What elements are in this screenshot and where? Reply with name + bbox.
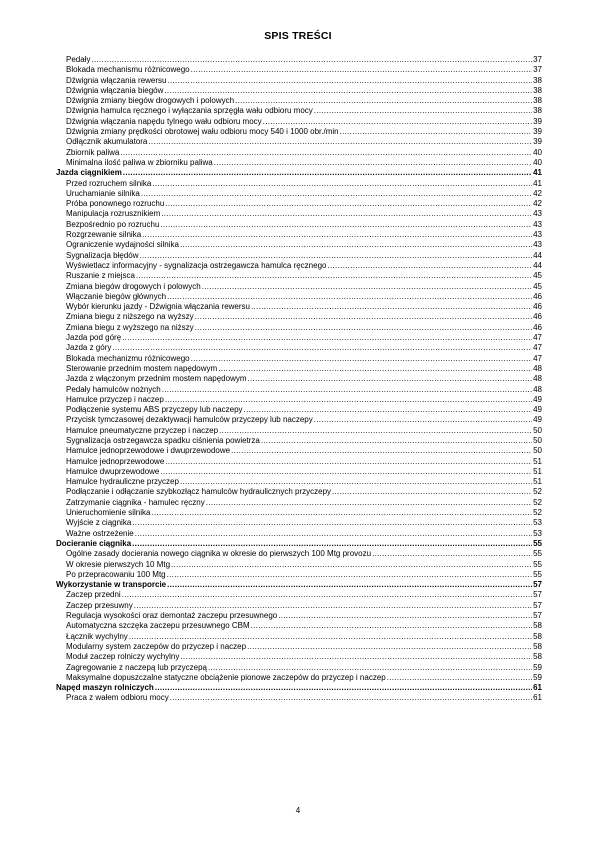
- toc-entry-page: 52: [533, 497, 542, 507]
- toc-entry[interactable]: [56, 282, 542, 292]
- toc-entry-page: 42: [533, 188, 542, 198]
- toc-entry-page: 57: [533, 600, 542, 610]
- dot-leader: [165, 457, 532, 467]
- toc-entry[interactable]: [56, 137, 542, 147]
- toc-entry[interactable]: [56, 323, 542, 333]
- toc-entry-page: 38: [533, 85, 542, 95]
- toc-entry[interactable]: [56, 343, 542, 353]
- dot-leader: [162, 385, 532, 395]
- page-title: SPIS TREŚCI: [264, 30, 332, 42]
- toc-entry-page: 43: [533, 230, 542, 240]
- toc-entry-label: Unieruchomienie silnika: [66, 508, 151, 518]
- toc-entry[interactable]: [56, 621, 542, 631]
- toc-entry-page: 40: [533, 157, 542, 167]
- dot-leader: [180, 652, 532, 662]
- toc-entry[interactable]: [56, 96, 542, 106]
- toc-entry-label: Pedały: [66, 55, 91, 64]
- toc-entry-page: 42: [533, 199, 542, 209]
- dot-leader: [155, 683, 532, 693]
- toc-entry-label: Sygnalizacja błędów: [66, 250, 139, 260]
- dot-leader: [219, 426, 532, 436]
- dot-leader: [148, 137, 532, 147]
- toc-entry-page: 39: [533, 127, 542, 137]
- dot-leader: [164, 86, 532, 96]
- toc-entry[interactable]: [56, 663, 542, 673]
- toc-entry-page: 55: [533, 538, 542, 548]
- toc-entry-page: 43: [533, 209, 542, 219]
- dot-leader: [218, 364, 532, 374]
- dot-leader: [206, 498, 532, 508]
- toc-entry-page: 52: [533, 508, 542, 518]
- toc-entry[interactable]: [56, 148, 542, 158]
- toc-entry-label: Wykorzystanie w transporcie: [56, 580, 167, 590]
- toc-entry[interactable]: [56, 693, 542, 703]
- dot-leader: [191, 65, 532, 75]
- toc-entry[interactable]: [56, 106, 542, 116]
- toc-entry-label: Włączanie biegów głównych: [66, 291, 167, 301]
- dot-leader: [387, 673, 532, 683]
- toc-entry-label: Ważne ostrzeżenie: [66, 528, 134, 538]
- toc-entry-label: Manipulacja rozrusznikiem: [66, 209, 161, 219]
- dot-leader: [171, 560, 532, 570]
- dot-leader: [191, 354, 532, 364]
- toc-entry-page: 48: [533, 384, 542, 394]
- toc-entry[interactable]: [56, 498, 542, 508]
- toc-entry-label: Łącznik wychylny: [66, 631, 128, 641]
- toc-entry-page: 55: [533, 569, 542, 579]
- toc-entry[interactable]: [56, 179, 542, 189]
- toc-section-entry[interactable]: [56, 683, 542, 693]
- toc-entry-page: 58: [533, 652, 542, 662]
- toc-entry-page: 49: [533, 405, 542, 415]
- toc-entry-page: 47: [533, 353, 542, 363]
- toc-entry-label: Blokada mechanizmu różnicowego: [66, 353, 190, 363]
- toc-entry[interactable]: [56, 673, 542, 683]
- toc-entry-page: 49: [533, 415, 542, 425]
- toc-entry-page: 61: [533, 683, 542, 693]
- dot-leader: [247, 642, 532, 652]
- toc-entry[interactable]: [56, 261, 542, 271]
- toc-entry-label: Napęd maszyn rolniczych: [56, 683, 154, 693]
- toc-entry[interactable]: [56, 518, 542, 528]
- dot-leader: [180, 477, 532, 487]
- toc-entry-label: Wybór kierunku jazdy - Dźwignia włączania rewersu: [66, 302, 250, 312]
- toc-entry-page: 61: [533, 693, 542, 703]
- toc-entry-page: 48: [533, 374, 542, 384]
- dot-leader: [160, 467, 532, 477]
- dot-leader: [123, 168, 532, 178]
- toc-entry-page: 39: [533, 137, 542, 147]
- dot-leader: [214, 158, 532, 168]
- toc-entry-page: 45: [533, 281, 542, 291]
- toc-entry[interactable]: [56, 570, 542, 580]
- dot-leader: [122, 590, 532, 600]
- toc-entry-label: Maksymalne dopuszczalne statyczne obciążenie pionowe zaczepów do przyczep i naczep: [66, 672, 386, 682]
- toc-entry[interactable]: [56, 189, 542, 199]
- toc-entry-page: 43: [533, 240, 542, 250]
- toc-entry-page: 58: [533, 621, 542, 631]
- toc-entry[interactable]: [56, 220, 542, 230]
- toc-entry-label: Blokada mechanismu różnicowego: [66, 65, 190, 75]
- toc-entry-label: Hamulce pneumatyczne przyczep i naczep: [66, 425, 219, 435]
- toc-entry-page: 41: [533, 178, 542, 188]
- toc-entry-page: 40: [533, 147, 542, 157]
- toc-entry-page: 53: [533, 528, 542, 538]
- toc-entry[interactable]: [56, 590, 542, 600]
- dot-leader: [231, 446, 532, 456]
- toc-entry[interactable]: [56, 354, 542, 364]
- toc-entry-page: 46: [533, 312, 542, 322]
- toc-entry-label: Dźwignia włączania napędu tylnego wału odbioru mocy: [66, 116, 262, 126]
- toc-entry[interactable]: [56, 560, 542, 570]
- toc-entry-page: 38: [533, 106, 542, 116]
- toc-entry[interactable]: [56, 652, 542, 662]
- toc-entry-label: Sygnalizacja ostrzegawcza spadku ciśnienia powietrza: [66, 435, 260, 445]
- dot-leader: [134, 601, 532, 611]
- toc-entry-label: Dźwignia włączania rewersu: [66, 75, 167, 85]
- toc-entry-page: 50: [533, 435, 542, 445]
- toc-entry[interactable]: [56, 642, 542, 652]
- toc-entry-label: Zbiornik paliwa: [66, 147, 120, 157]
- dot-leader: [142, 230, 532, 240]
- toc-entry[interactable]: [56, 251, 542, 261]
- toc-entry[interactable]: [56, 405, 542, 415]
- toc-entry[interactable]: [56, 86, 542, 96]
- dot-leader: [314, 415, 532, 425]
- toc-entry[interactable]: [56, 477, 542, 487]
- toc-entry-label: Modularny system zaczepów do przyczep i naczep: [66, 641, 247, 651]
- toc-entry-label: Podłączanie i odłączanie szybkozłącz hamulców hydraulicznych przyczepy: [66, 487, 332, 497]
- dot-leader: [251, 621, 532, 631]
- toc-entry[interactable]: [56, 601, 542, 611]
- toc-entry[interactable]: [56, 76, 542, 86]
- toc-entry-page: 51: [533, 477, 542, 487]
- toc-entry[interactable]: [56, 302, 542, 312]
- dot-leader: [167, 580, 532, 590]
- toc-entry-page: 52: [533, 487, 542, 497]
- toc-entry[interactable]: [56, 395, 542, 405]
- dot-leader: [202, 282, 532, 292]
- toc-entry[interactable]: [56, 446, 542, 456]
- toc-entry-page: 46: [533, 322, 542, 332]
- toc-entry[interactable]: [56, 333, 542, 343]
- dot-leader: [167, 570, 532, 580]
- toc-entry-page: 58: [533, 631, 542, 641]
- toc-entry-label: Zmiana biegu z wyższego na niższy: [66, 322, 194, 332]
- toc-entry-label: Hamulce przyczep i naczep: [66, 394, 164, 404]
- dot-leader: [372, 549, 532, 559]
- dot-leader: [167, 76, 532, 86]
- dot-leader: [327, 261, 532, 271]
- dot-leader: [161, 209, 532, 219]
- toc-entry-label: Praca z wałem odbioru mocy: [66, 693, 169, 703]
- toc-entry[interactable]: [56, 364, 542, 374]
- toc-entry[interactable]: [56, 415, 542, 425]
- toc-entry[interactable]: [56, 312, 542, 322]
- toc-entry-label: Jazda z włączonym przednim mostem napędowym: [66, 374, 247, 384]
- toc-entry-label: Dźwignia zmiany biegów drogowych i polowych: [66, 96, 235, 106]
- dot-leader: [251, 302, 532, 312]
- toc-entry-label: Wyświetlacz informacyjny - sygnalizacja ostrzegawcza hamulca ręcznego: [66, 260, 327, 270]
- toc-entry-label: Automatyczna szczęka zaczepu przesuwnego CBM: [66, 621, 250, 631]
- toc-entry[interactable]: [56, 508, 542, 518]
- toc-entry-page: 43: [533, 219, 542, 229]
- toc-entry-label: Zatrzymanie ciągnika - hamulec ręczny: [66, 497, 205, 507]
- dot-leader: [91, 55, 532, 65]
- toc-section-entry[interactable]: [56, 580, 542, 590]
- toc-section-entry[interactable]: [56, 539, 542, 549]
- toc-entry[interactable]: [56, 292, 542, 302]
- dot-leader: [248, 374, 533, 384]
- dot-leader: [112, 343, 532, 353]
- toc-entry-label: Ogólne zasady docierania nowego ciągnika w okresie do pierwszych 100 Mtg provozu: [66, 549, 372, 559]
- toc-entry-page: 49: [533, 394, 542, 404]
- toc-entry[interactable]: [56, 230, 542, 240]
- toc-entry-page: 57: [533, 611, 542, 621]
- dot-leader: [195, 323, 532, 333]
- toc-entry[interactable]: [56, 436, 542, 446]
- dot-leader: [122, 333, 532, 343]
- toc-entry-label: Dźwignia hamulca ręcznego i wyłączania sprzęgła wału odbioru mocy: [66, 106, 313, 116]
- toc-entry-page: 57: [533, 590, 542, 600]
- toc-entry-label: Pedały hamulców nożnych: [66, 384, 161, 394]
- toc-entry-label: Moduł zaczep rolniczy wychylny: [66, 652, 180, 662]
- toc-entry-label: Uruchamianie silnika: [66, 188, 140, 198]
- toc-entry-label: Hamulce jednoprzewodowe: [66, 456, 165, 466]
- toc-entry[interactable]: [56, 632, 542, 642]
- toc-entry[interactable]: [56, 240, 542, 250]
- toc-entry-label: Bezpośrednio po rozruchu: [66, 219, 160, 229]
- toc-entry-page: 39: [533, 116, 542, 126]
- dot-leader: [132, 518, 532, 528]
- toc-entry-label: Próba ponownego rozruchu: [66, 199, 165, 209]
- toc-entry-label: Dźwignia włączania biegów: [66, 85, 164, 95]
- toc-entry-label: Przycisk tymczasowej dezaktywacji hamulców przyczepy lub naczepy: [66, 415, 313, 425]
- dot-leader: [244, 405, 533, 415]
- toc-entry-page: 53: [533, 518, 542, 528]
- toc-entry[interactable]: [56, 385, 542, 395]
- toc-entry[interactable]: [56, 199, 542, 209]
- table-of-contents: [56, 55, 542, 704]
- toc-entry-page: 46: [533, 291, 542, 301]
- toc-entry-page: 55: [533, 559, 542, 569]
- toc-entry-label: Jazda z góry: [66, 343, 112, 353]
- toc-entry-page: 48: [533, 363, 542, 373]
- toc-entry-page: 44: [533, 250, 542, 260]
- toc-entry[interactable]: [56, 117, 542, 127]
- toc-entry-label: Ruszanie z miejsca: [66, 271, 135, 281]
- toc-entry-label: Dźwignia zmiany prędkości obrotowej wału odbioru mocy 540 i 1000 obr./min: [66, 127, 339, 137]
- toc-entry-label: Zmiana biegów drogowych i polowych: [66, 281, 201, 291]
- toc-entry[interactable]: [56, 611, 542, 621]
- toc-entry-label: W okresie pierwszych 10 Mtg: [66, 559, 171, 569]
- toc-entry-page: 37: [533, 55, 542, 64]
- toc-entry-page: 38: [533, 96, 542, 106]
- toc-entry[interactable]: [56, 487, 542, 497]
- toc-entry[interactable]: [56, 467, 542, 477]
- dot-leader: [195, 312, 532, 322]
- dot-leader: [180, 240, 532, 250]
- dot-leader: [167, 292, 532, 302]
- toc-entry[interactable]: [56, 209, 542, 219]
- dot-leader: [235, 96, 532, 106]
- toc-entry-page: 47: [533, 343, 542, 353]
- toc-entry-page: 45: [533, 271, 542, 281]
- toc-entry-page: 59: [533, 662, 542, 672]
- dot-leader: [136, 271, 532, 281]
- dot-leader: [165, 199, 532, 209]
- toc-entry[interactable]: [56, 457, 542, 467]
- toc-entry[interactable]: [56, 55, 542, 65]
- toc-entry-page: 55: [533, 549, 542, 559]
- toc-entry-label: Zaczep przedni: [66, 590, 121, 600]
- toc-entry-label: Minimalna ilość paliwa w zbiorniku paliwa: [66, 157, 213, 167]
- toc-entry-page: 47: [533, 333, 542, 343]
- toc-entry-label: Odłącznik akumulatora: [66, 137, 148, 147]
- toc-entry-label: Rozgrzewanie silnika: [66, 230, 142, 240]
- toc-entry-label: Regulacja wysokości oraz demontaż zaczepu przesuwnego: [66, 611, 278, 621]
- toc-entry-page: 50: [533, 446, 542, 456]
- dot-leader: [261, 436, 532, 446]
- toc-entry[interactable]: [56, 271, 542, 281]
- toc-entry-page: 59: [533, 672, 542, 682]
- dot-leader: [170, 693, 532, 703]
- page-number: 4: [295, 806, 301, 815]
- toc-section-entry[interactable]: [56, 168, 542, 178]
- toc-entry-page: 58: [533, 641, 542, 651]
- dot-leader: [140, 251, 533, 261]
- toc-entry-label: Zmiana biegu z niższego na wyższy: [66, 312, 194, 322]
- toc-entry[interactable]: [56, 426, 542, 436]
- toc-entry-label: Przed rozruchem silnika: [66, 178, 152, 188]
- dot-leader: [278, 611, 532, 621]
- toc-entry-label: Wyjście z ciągnika: [66, 518, 132, 528]
- toc-entry[interactable]: [56, 127, 542, 137]
- toc-entry-page: 44: [533, 260, 542, 270]
- toc-entry[interactable]: [56, 374, 542, 384]
- toc-entry-label: Ograniczenie wydajności silnika: [66, 240, 179, 250]
- dot-leader: [160, 220, 532, 230]
- toc-entry-label: Zaczep przesuwny: [66, 600, 133, 610]
- dot-leader: [135, 529, 532, 539]
- toc-entry[interactable]: [56, 529, 542, 539]
- dot-leader: [165, 395, 532, 405]
- toc-entry-label: Hamulce hydrauliczne przyczep: [66, 477, 179, 487]
- toc-entry-page: 46: [533, 302, 542, 312]
- dot-leader: [332, 487, 532, 497]
- toc-entry-page: 51: [533, 466, 542, 476]
- dot-leader: [314, 106, 532, 116]
- toc-entry-label: Hamulce jednoprzewodowe i dwuprzewodowe: [66, 446, 231, 456]
- toc-entry-page: 57: [533, 580, 542, 590]
- dot-leader: [340, 127, 533, 137]
- dot-leader: [141, 189, 532, 199]
- toc-entry-label: Zagregowanie z naczepą lub przyczepą: [66, 662, 207, 672]
- toc-entry-page: 41: [533, 168, 542, 178]
- toc-entry[interactable]: [56, 65, 542, 75]
- toc-entry-label: Po przepracowaniu 100 Mtg: [66, 569, 166, 579]
- dot-leader: [120, 148, 532, 158]
- toc-entry-label: Hamulce dwuprzewodowe: [66, 466, 160, 476]
- toc-entry-page: 51: [533, 456, 542, 466]
- toc-entry-label: Podłączenie systemu ABS przyczepy lub naczepy: [66, 405, 243, 415]
- toc-entry-label: Jazda ciągnikiem: [56, 168, 122, 178]
- dot-leader: [263, 117, 532, 127]
- toc-entry[interactable]: [56, 549, 542, 559]
- toc-entry-label: Sterowanie przednim mostem napędowym: [66, 363, 218, 373]
- dot-leader: [132, 539, 532, 549]
- dot-leader: [129, 632, 532, 642]
- toc-entry-page: 50: [533, 425, 542, 435]
- toc-entry-label: Docieranie ciągnika: [56, 538, 132, 548]
- dot-leader: [208, 663, 532, 673]
- toc-entry-page: 38: [533, 75, 542, 85]
- toc-entry-page: 37: [533, 65, 542, 75]
- toc-entry[interactable]: [56, 158, 542, 168]
- toc-entry-label: Jazda pod górę: [66, 333, 122, 343]
- dot-leader: [151, 508, 532, 518]
- dot-leader: [152, 179, 532, 189]
